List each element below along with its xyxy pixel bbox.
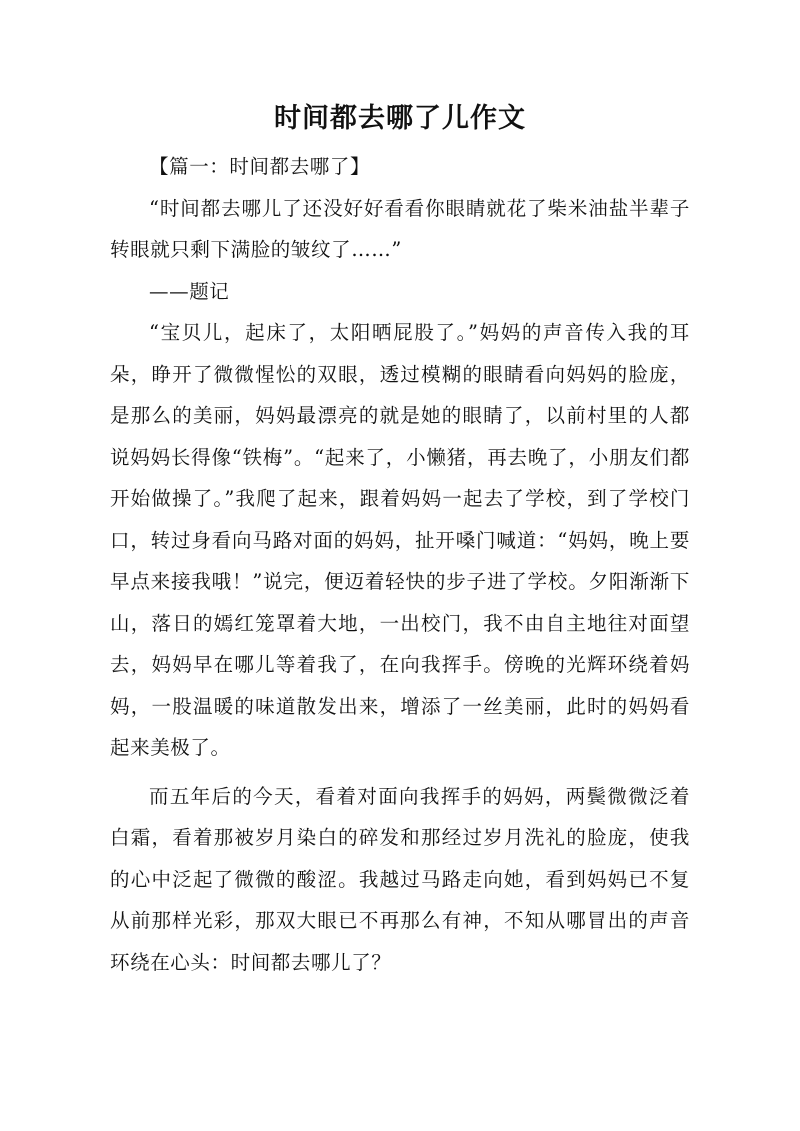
section-heading: 【篇一：时间都去哪了】 <box>149 155 371 178</box>
body-paragraph: 而五年后的今天，看着对面向我挥手的妈妈，两鬓微微泛着白霜，看着那被岁月染白的碎发和那经过岁月洗礼的脸庞，使我的心中泛起了微微的酸涩。我越过马路走向她，看到妈妈已不复从前那样光彩，那双大眼已不再那么有神，不知从哪冒出的声音环绕在心头：时间都去哪儿了？ <box>110 784 690 974</box>
document-title: 时间都去哪了儿作文 <box>274 103 526 134</box>
body-paragraph: “宝贝儿，起床了，太阳晒屁股了。”妈妈的声音传入我的耳朵，睁开了微微惺忪的双眼，透过模糊的眼睛看向妈妈的脸庞，是那么的美丽，妈妈最漂亮的就是她的眼睛了，以前村里的人都说妈妈长得像“铁梅”。“起来了，小懒猪，再去晚了，小朋友们都开始做操了。”我爬了起来，跟着妈妈一起去了学校，到了学校门口，转过身看向马路对面的妈妈，扯开嗓门喊道：“妈妈，晚上要早点来接我哦！”说完，便迈着轻快的步子进了学校。夕阳渐渐下山，落日的嫣红笼罩着大地，一出校门，我不由自主地往对面望去，妈妈早在哪儿等着我了，在向我挥手。傍晚的光辉环绕着妈妈，一股温暖的味道散发出来，增添了一丝美丽，此时的妈妈看起来美极了。 <box>110 321 690 759</box>
epigraph-quote: “时间都去哪儿了还没好好看看你眼睛就花了柴米油盐半辈子转眼就只剩下满脸的皱纹了……” <box>110 196 690 261</box>
document-body <box>110 146 690 983</box>
epigraph-attribution: ——题记 <box>149 279 230 303</box>
